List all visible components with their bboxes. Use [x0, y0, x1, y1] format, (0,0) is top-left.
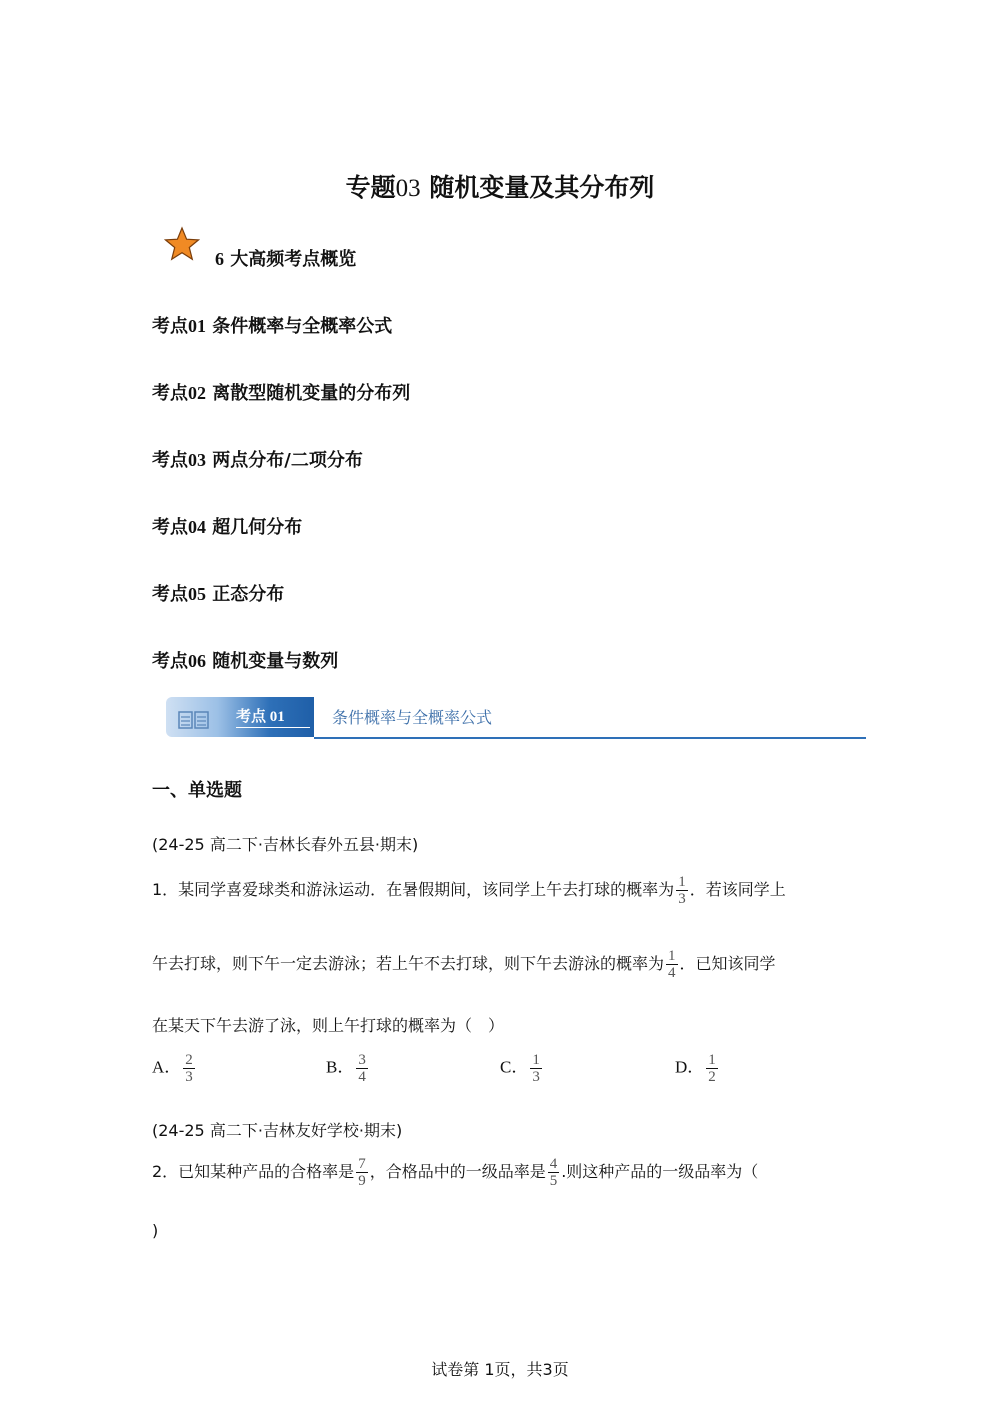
question-1-line-1: 1．某同学喜爱球类和游泳运动．在暑假期间，该同学上午去打球的概率为 $\frac{1}{3}$ ．若该同学上 — [152, 874, 786, 907]
kaodian-item: 考点05 正态分布 — [152, 584, 285, 605]
overview-heading: 6 大高频考点概览 — [215, 249, 357, 270]
kaodian-item: 考点04 超几何分布 — [152, 517, 303, 538]
kaodian-item: 考点01 条件概率与全概率公式 — [152, 316, 393, 337]
banner-code: 考点 01 — [236, 709, 285, 725]
book-icon — [178, 711, 210, 729]
kaodian-item: 考点02 离散型随机变量的分布列 — [152, 383, 411, 404]
fraction: $\frac{1}{3}$ — [678, 874, 686, 907]
section-heading: 一、单选题 — [152, 780, 242, 801]
fraction: $\frac{1}{3}$ — [532, 1052, 540, 1085]
fraction: $\frac{2}{3}$ — [185, 1052, 193, 1085]
question-source: (24-25 高二下·吉林长春外五县·期末) — [152, 835, 419, 854]
banner-underline — [236, 727, 310, 728]
fraction: $\frac{4}{5}$ — [549, 1156, 558, 1189]
option-a[interactable]: A． $\frac{2}{3}$ — [152, 1052, 193, 1085]
option-b[interactable]: B． $\frac{3}{4}$ — [326, 1052, 366, 1085]
kaodian-item: 考点06 随机变量与数列 — [152, 651, 339, 672]
question-1-line-2: 午去打球，则下午一定去游泳；若上午不去打球，则下午去游泳的概率为 $\frac{1}{4}$ ．已知该同学 — [152, 948, 776, 981]
page-footer: 试卷第 1页，共3页 — [431, 1360, 569, 1379]
question-source: (24-25 高二下·吉林友好学校·期末) — [152, 1121, 403, 1140]
kaodian-item: 考点03 两点分布/二项分布 — [152, 450, 363, 471]
page-title: 专题03 随机变量及其分布列 — [345, 173, 655, 202]
title-text: 随机变量及其分布列 — [429, 173, 655, 202]
banner-label: 条件概率与全概率公式 — [332, 708, 493, 727]
option-d[interactable]: D． $\frac{1}{2}$ — [675, 1052, 716, 1085]
star-icon — [164, 226, 200, 262]
title-number: 03 — [395, 175, 421, 202]
question-2-line-2: ) — [152, 1221, 159, 1240]
section-banner — [166, 697, 866, 741]
fraction: $\frac{1}{2}$ — [708, 1052, 716, 1085]
fraction: $\frac{1}{4}$ — [668, 948, 676, 981]
question-2-line-1: 2．已知某种产品的合格率是 $\frac{7}{9}$ ，合格品中的一级品率是 $\frac{4}{5}$ .则这种产品的一级品率为（ — [152, 1156, 759, 1189]
question-1-line-3: 在某天下午去游了泳，则上午打球的概率为（ ） — [152, 1016, 505, 1035]
banner-rule — [314, 737, 866, 739]
option-c[interactable]: C． $\frac{1}{3}$ — [500, 1052, 540, 1085]
fraction: $\frac{3}{4}$ — [358, 1052, 366, 1085]
fraction: $\frac{7}{9}$ — [358, 1156, 366, 1189]
banner-tab — [166, 697, 314, 737]
